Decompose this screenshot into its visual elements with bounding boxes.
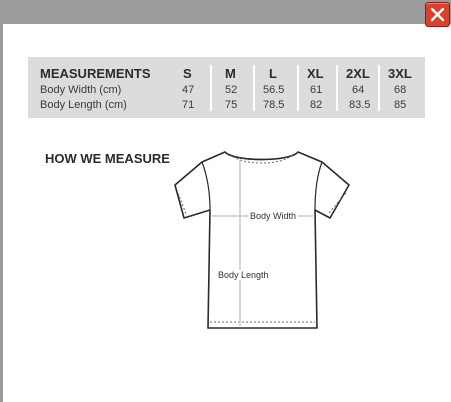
table-cell: 85 xyxy=(394,99,407,111)
table-cell: 75 xyxy=(225,99,238,111)
body-length-label: Body Length xyxy=(218,270,269,280)
header-size-s: S xyxy=(183,66,192,81)
header-size-xl: XL xyxy=(307,66,324,81)
column-divider xyxy=(253,65,255,111)
table-cell: 82 xyxy=(310,99,323,111)
column-divider xyxy=(378,65,380,111)
body-width-label: Body Width xyxy=(250,211,297,221)
column-divider xyxy=(210,65,212,111)
table-cell: 56.5 xyxy=(263,84,285,96)
header-size-l: L xyxy=(269,66,277,81)
header-size-3xl: 3XL xyxy=(388,66,412,81)
modal-overlay xyxy=(0,0,451,24)
table-cell: 64 xyxy=(352,84,365,96)
how-we-measure-heading: HOW WE MEASURE xyxy=(45,151,170,166)
row-label: Body Width (cm) xyxy=(40,84,122,96)
close-button[interactable] xyxy=(425,2,450,27)
table-cell: 71 xyxy=(182,99,195,111)
table-cell: 78.5 xyxy=(263,99,285,111)
table-cell: 52 xyxy=(225,84,238,96)
measurements-table xyxy=(28,57,425,118)
table-cell: 68 xyxy=(394,84,407,96)
header-measurements: MEASUREMENTS xyxy=(40,66,151,81)
table-cell: 47 xyxy=(182,84,195,96)
column-divider xyxy=(297,65,299,111)
column-divider xyxy=(336,65,338,111)
header-size-m: M xyxy=(225,66,236,81)
header-size-2xl: 2XL xyxy=(346,66,370,81)
table-cell: 61 xyxy=(310,84,323,96)
table-cell: 83.5 xyxy=(349,99,371,111)
close-icon xyxy=(430,7,445,22)
row-label: Body Length (cm) xyxy=(40,99,127,111)
tshirt-diagram xyxy=(170,148,352,333)
